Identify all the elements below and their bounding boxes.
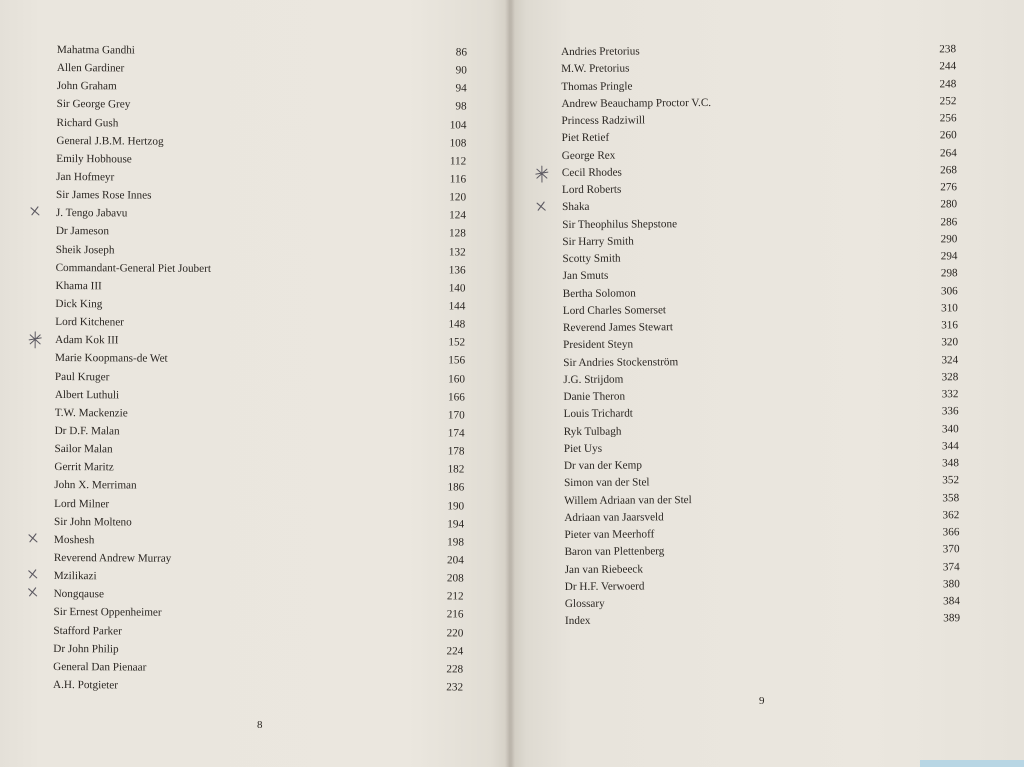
entry-page-number: 264 [939, 146, 957, 159]
entry-page-number: 336 [941, 405, 959, 418]
entry-page-number: 320 [941, 336, 959, 349]
entry-name: Dr D.F. Malan [54, 424, 120, 438]
entry-name: Dick King [55, 297, 103, 311]
entry-name: M.W. Pretorius [561, 62, 630, 76]
entry-name: Sir Ernest Oppenheimer [53, 606, 162, 620]
entry-name: Willem Adriaan van der Stel [564, 493, 692, 507]
entry-page-number: 328 [941, 370, 959, 384]
entry-name: Lord Charles Somerset [562, 304, 667, 317]
entry-page-number: 190 [447, 499, 465, 513]
entry-name: Cecil Rhodes [561, 166, 622, 179]
entry-name: Simon van der Stel [564, 476, 650, 490]
entry-name: Ryk Tulbagh [563, 425, 622, 438]
entry-page-number: 212 [446, 590, 464, 603]
entry-page-number: 310 [941, 301, 958, 315]
entry-page-number: 374 [942, 560, 960, 573]
entry-page-number: 362 [942, 508, 960, 522]
entry-name: Dr John Philip [53, 642, 119, 656]
entry-name: A.H. Potgieter [53, 678, 119, 692]
entry-name: Sir James Rose Innes [56, 189, 152, 202]
entry-name: Nongqause [53, 588, 105, 601]
entry-page-number: 178 [447, 445, 465, 458]
entry-page-number: 120 [449, 191, 467, 204]
entry-page-number: 116 [449, 173, 467, 186]
entry-page-number: 238 [939, 43, 957, 56]
entry-page-number: 148 [448, 318, 466, 331]
entry-name: Dr H.F. Verwoerd [564, 580, 645, 593]
entry-name: Sheik Joseph [55, 243, 115, 256]
entry-page-number: 208 [446, 572, 464, 585]
right-page [511, 0, 1024, 767]
entry-name: Reverend James Stewart [562, 321, 674, 334]
entry-name: Bertha Solomon [562, 286, 636, 300]
entry-page-number: 186 [447, 481, 465, 494]
entry-name: J.G. Strijdom [563, 373, 624, 386]
entry-page-number: 268 [940, 163, 957, 177]
entry-page-number: 124 [449, 209, 466, 222]
entry-name: General J.B.M. Hertzog [56, 134, 164, 148]
entry-name: General Dan Pienaar [53, 660, 147, 674]
entry-name: Index [564, 615, 591, 628]
entry-name: Dr Jameson [55, 225, 110, 238]
entry-name: Andries Pretorius [561, 45, 640, 58]
entry-page-number: 152 [448, 336, 466, 349]
entry-page-number: 260 [939, 129, 957, 142]
entry-page-number: 224 [446, 645, 464, 658]
right-page-number: 9 [759, 695, 765, 707]
right-contents-list [561, 41, 960, 630]
entry-page-number: 108 [449, 137, 467, 150]
star-mark-icon [534, 165, 550, 183]
entry-name: Piet Retief [561, 131, 610, 145]
entry-name: John X. Merriman [54, 479, 137, 492]
entry-page-number: 294 [940, 250, 958, 263]
entry-name: T.W. Mackenzie [54, 406, 128, 420]
entry-page-number: 98 [455, 100, 467, 113]
entry-name: Sir Andries Stockenström [563, 355, 679, 369]
entry-page-number: 140 [448, 282, 466, 295]
entry-page-number: 370 [942, 543, 960, 556]
entry-name: Lord Roberts [561, 183, 622, 196]
entry-name: Danie Theron [563, 390, 626, 403]
entry-name: Jan van Riebeeck [564, 562, 643, 576]
entry-name: Sailor Malan [54, 443, 113, 456]
x-mark-icon [534, 199, 550, 217]
x-mark-icon [28, 204, 44, 222]
entry-page-number: 136 [448, 264, 466, 277]
entry-name: Andrew Beauchamp Proctor V.C. [561, 96, 712, 110]
entry-name: Louis Trichardt [563, 407, 633, 421]
entry-name: Scotty Smith [562, 252, 621, 265]
entry-page-number: 252 [939, 94, 957, 108]
entry-page-number: 220 [446, 626, 464, 639]
entry-page-number: 248 [939, 77, 957, 90]
entry-page-number: 128 [449, 227, 466, 240]
entry-page-number: 156 [448, 354, 466, 367]
entry-name: Richard Gush [56, 116, 119, 129]
entry-page-number: 352 [942, 474, 960, 487]
entry-name: Sir John Molteno [54, 515, 132, 529]
entry-page-number: 170 [447, 409, 465, 422]
entry-page-number: 340 [941, 422, 959, 435]
entry-name: Paul Kruger [54, 370, 110, 383]
entry-name: Moshesh [53, 533, 95, 547]
x-mark-icon [26, 567, 42, 585]
entry-page-number: 290 [940, 232, 958, 246]
entry-page-number: 144 [448, 300, 466, 313]
entry-name: Jan Smuts [562, 269, 609, 283]
entry-page-number: 94 [455, 82, 467, 95]
entry-page-number: 358 [942, 491, 960, 504]
entry-name: J. Tengo Jabavu [55, 207, 128, 220]
entry-page-number: 286 [940, 215, 958, 228]
entry-page-number: 332 [941, 388, 959, 401]
entry-page-number: 324 [941, 353, 959, 366]
entry-name: Piet Uys [563, 442, 603, 455]
x-mark-icon [26, 531, 42, 549]
entry-name: Dr van der Kemp [563, 459, 642, 472]
entry-name: Adriaan van Jaarsveld [564, 511, 664, 524]
entry-page-number: 276 [940, 181, 958, 194]
entry-page-number: 194 [447, 518, 465, 531]
entry-page-number: 204 [447, 554, 464, 567]
entry-page-number: 90 [455, 64, 467, 77]
entry-page-number: 104 [449, 118, 467, 132]
entry-page-number: 256 [939, 112, 957, 125]
entry-page-number: 316 [941, 319, 959, 332]
left-page-number: 8 [257, 719, 263, 731]
entry-name: Thomas Pringle [561, 80, 633, 93]
entry-name: John Graham [56, 80, 117, 93]
entry-page-number: 344 [941, 439, 959, 453]
entry-name: Princess Radziwill [561, 114, 646, 127]
entry-page-number: 348 [942, 457, 959, 470]
entry-name: Reverend Andrew Murray [53, 551, 172, 565]
entry-name: Lord Milner [54, 497, 110, 510]
entry-page-number: 174 [447, 427, 465, 440]
entry-name: Shaka [562, 201, 590, 214]
entry-page-number: 198 [447, 536, 464, 549]
entry-name: Emily Hobhouse [56, 152, 132, 166]
entry-name: Marie Koopmans-de Wet [55, 352, 168, 366]
entry-name: Baron van Plettenberg [564, 545, 665, 559]
entry-page-number: 112 [449, 155, 467, 168]
background-edge [920, 760, 1024, 767]
book-gutter [505, 0, 515, 767]
entry-name: Commandant-General Piet Joubert [55, 261, 211, 275]
entry-page-number: 380 [942, 577, 960, 591]
entry-name: Gerrit Maritz [54, 461, 114, 474]
entry-page-number: 244 [939, 60, 957, 73]
entry-page-number: 86 [455, 46, 467, 59]
entry-page-number: 298 [940, 267, 958, 280]
entry-page-number: 389 [943, 612, 961, 625]
entry-name: George Rex [561, 149, 616, 162]
entry-name: Sir George Grey [56, 98, 131, 111]
x-mark-icon [26, 585, 42, 603]
entry-page-number: 280 [940, 198, 958, 211]
left-page [0, 0, 511, 767]
entry-name: Lord Kitchener [55, 316, 124, 329]
entry-name: Mzilikazi [53, 570, 97, 583]
entry-name: Glossary [564, 597, 605, 610]
entry-page-number: 166 [448, 391, 465, 404]
entry-page-number: 132 [448, 245, 466, 259]
contents-entry [53, 676, 463, 697]
entry-page-number: 232 [446, 681, 464, 694]
entry-page-number: 306 [940, 284, 958, 297]
entry-page-number: 228 [446, 663, 464, 676]
entry-name: Allen Gardiner [56, 62, 125, 75]
entry-name: Khama III [55, 279, 102, 293]
entry-name: Albert Luthuli [54, 388, 120, 402]
entry-page-number: 384 [943, 595, 960, 608]
entry-page-number: 160 [448, 372, 465, 386]
entry-name: Sir Harry Smith [562, 235, 634, 248]
entry-name: Pieter van Meerhoff [564, 528, 655, 541]
entry-name: Mahatma Gandhi [56, 43, 135, 57]
left-contents-list [53, 41, 467, 697]
entry-page-number: 182 [447, 463, 465, 476]
star-mark-icon [27, 331, 43, 349]
entry-name: Jan Hofmeyr [56, 170, 115, 184]
entry-page-number: 366 [942, 526, 960, 539]
entry-name: Sir Theophilus Shepstone [562, 217, 678, 231]
entry-name: Adam Kok III [55, 334, 119, 347]
entry-name: Stafford Parker [53, 624, 122, 637]
entry-name: President Steyn [563, 338, 634, 352]
contents-entry [565, 610, 960, 630]
entry-page-number: 216 [446, 608, 464, 621]
